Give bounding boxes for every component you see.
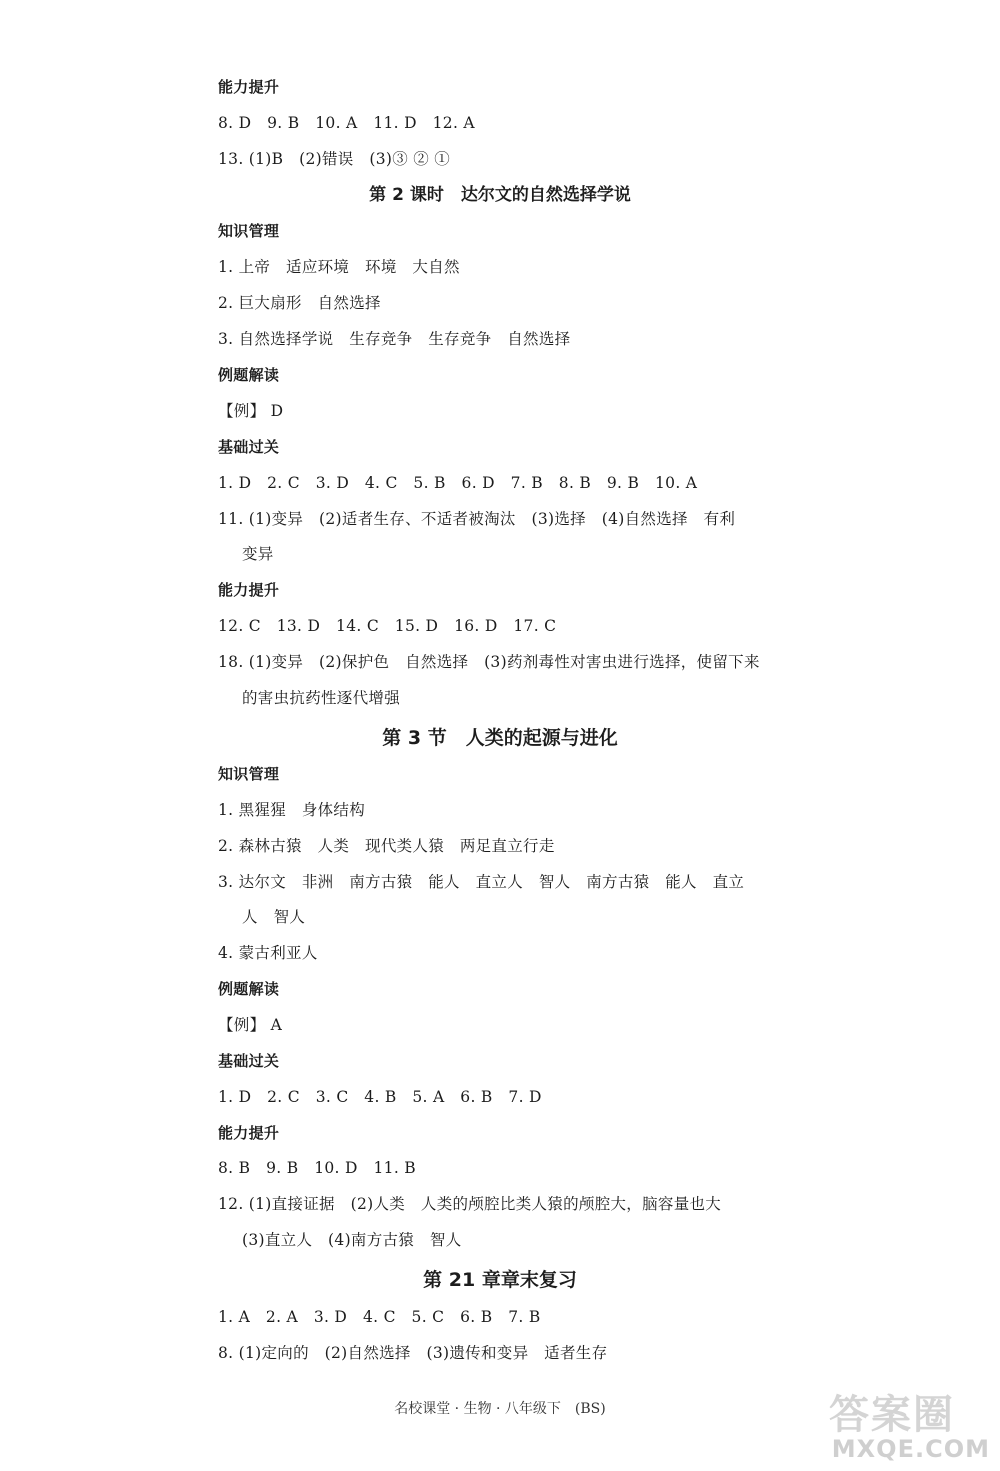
answer-line: 12. C 13. D 14. C 15. D 16. D 17. C	[218, 617, 557, 635]
section-label-ability: 能力提升	[218, 78, 280, 96]
watermark-url: MXQE.COM	[831, 1435, 990, 1463]
section-label-basic: 基础过关	[218, 1052, 280, 1070]
answer-line: 4. 蒙古利亚人	[218, 944, 318, 962]
section-heading: 第 3 节 人类的起源与进化	[382, 727, 618, 749]
watermark-logo	[740, 1383, 990, 1463]
section-label-example: 例题解读	[218, 366, 280, 384]
answer-line: 13. (1)B (2)错误 (3)③ ② ①	[218, 150, 451, 168]
answer-line: 1. A 2. A 3. D 4. C 5. C 6. B 7. B	[218, 1308, 541, 1326]
answer-line: 2. 巨大扇形 自然选择	[218, 294, 381, 312]
answer-line: 1. D 2. C 3. C 4. B 5. A 6. B 7. D	[218, 1088, 542, 1106]
answer-line: 12. (1)直接证据 (2)人类 人类的颅腔比类人猿的颅腔大，脑容量也大	[218, 1195, 722, 1213]
answer-line: 1. 上帝 适应环境 环境 大自然	[218, 258, 460, 276]
watermark-title: 答案圈	[829, 1392, 955, 1438]
answer-line: 3. 达尔文 非洲 南方古猿 能人 直立人 智人 南方古猿 能人 直立	[218, 873, 745, 891]
section-label-basic: 基础过关	[218, 438, 280, 456]
section-label-ability: 能力提升	[218, 1124, 280, 1142]
lesson-heading: 第 2 课时 达尔文的自然选择学说	[369, 185, 631, 205]
answer-line: 11. (1)变异 (2)适者生存、不适者被淘汰 (3)选择 (4)自然选择 有利	[218, 510, 736, 528]
answer-line: 8. D 9. B 10. A 11. D 12. A	[218, 114, 475, 132]
answer-line: 1. 黑猩猩 身体结构	[218, 801, 366, 819]
chapter-review-heading: 第 21 章章末复习	[423, 1269, 577, 1291]
section-label-knowledge: 知识管理	[218, 765, 280, 783]
example-answer: 【例】 A	[218, 1016, 283, 1034]
answer-line: 8. (1)定向的 (2)自然选择 (3)遗传和变异 适者生存	[218, 1344, 608, 1362]
section-label-example: 例题解读	[218, 980, 280, 998]
answer-line: 8. B 9. B 10. D 11. B	[218, 1159, 416, 1177]
answer-line-continued: 的害虫抗药性逐代增强	[242, 689, 401, 707]
answer-line: 3. 自然选择学说 生存竞争 生存竞争 自然选择	[218, 330, 571, 348]
answer-line-continued: (3)直立人 (4)南方古猿 智人	[242, 1231, 462, 1249]
page-footer: 名校课堂 · 生物 · 八年级下 (BS)	[394, 1401, 606, 1417]
section-label-knowledge: 知识管理	[218, 222, 280, 240]
section-label-ability: 能力提升	[218, 581, 280, 599]
answer-line-continued: 人 智人	[242, 908, 306, 926]
answer-line: 2. 森林古猿 人类 现代类人猿 两足直立行走	[218, 837, 555, 855]
example-answer: 【例】 D	[218, 402, 284, 420]
answer-line: 1. D 2. C 3. D 4. C 5. B 6. D 7. B 8. B 9. B 10. A	[218, 474, 698, 492]
answer-line: 18. (1)变异 (2)保护色 自然选择 (3)药剂毒性对害虫进行选择，使留下来	[218, 653, 760, 671]
answer-line-continued: 变异	[242, 545, 274, 563]
